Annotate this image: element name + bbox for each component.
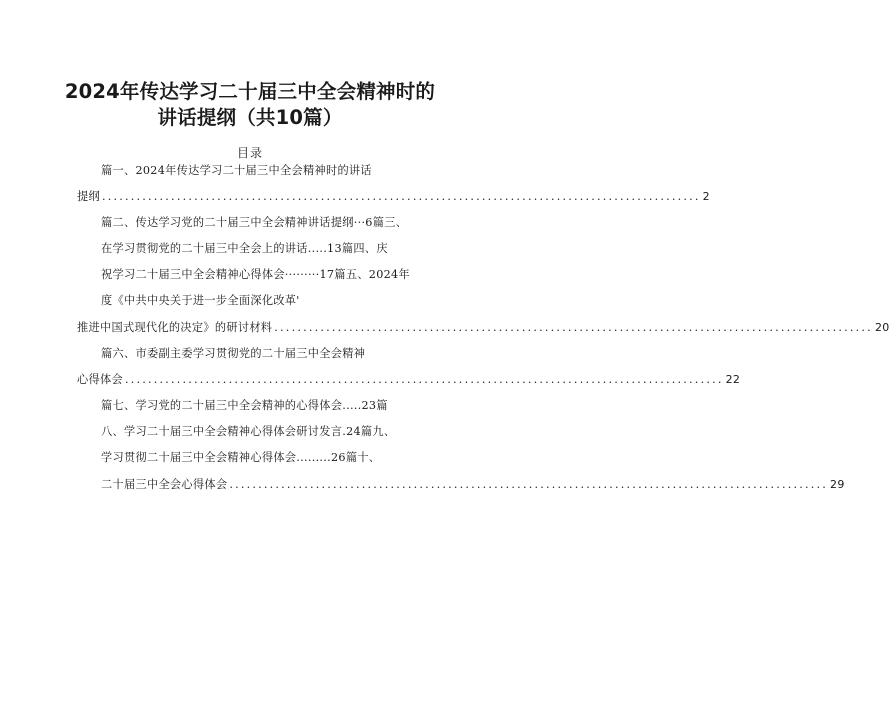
toc-heading: 目录	[236, 146, 263, 160]
toc-line	[101, 424, 395, 440]
toc-page-number: 20	[874, 321, 890, 334]
toc-line-text: 心得体会	[77, 373, 123, 386]
toc-entry[interactable]	[77, 372, 741, 388]
toc-line-text: 度《中共中央关于进一步全面深化改革'	[101, 294, 300, 307]
toc-entry[interactable]	[77, 189, 710, 205]
dot-leader: ........................................................................................................	[101, 190, 701, 203]
toc-line	[101, 398, 388, 414]
dot-leader: ........................................................................................................	[229, 478, 829, 491]
toc-line-text: 篇二、传达学习党的二十届三中全会精神讲话提纲···6篇三、	[101, 216, 408, 229]
document-title-line-1: 2024年传达学习二十届三中全会精神时的	[64, 80, 436, 103]
toc-line-text: 篇一、2024年传达学习二十届三中全会精神时的讲话	[101, 164, 372, 177]
toc-page-number: 2	[702, 190, 710, 203]
toc-line	[101, 163, 372, 179]
toc-line	[101, 293, 300, 309]
toc-line-text: 篇七、学习党的二十届三中全会精神的心得体会.....23篇	[101, 399, 388, 412]
dot-leader: ........................................................................................................	[124, 373, 724, 386]
toc-line-text: 八、学习二十届三中全会精神心得体会研讨发言.24篇九、	[101, 425, 396, 438]
toc-line-text: 祝学习二十届三中全会精神心得体会·········17篇五、2024年	[101, 268, 410, 281]
toc-line	[101, 241, 388, 257]
dot-leader: ........................................................................................................	[274, 321, 873, 334]
toc-line	[101, 267, 410, 283]
toc-line-text: 提纲	[77, 190, 100, 203]
toc-line	[101, 215, 407, 231]
toc-line-text: 推进中国式现代化的决定》的研讨材料	[77, 321, 273, 334]
document-title-line-2: 讲话提纲（共10篇）	[157, 106, 343, 129]
toc-line-text: 学习贯彻二十届三中全会精神心得体会.........26篇十、	[101, 451, 381, 464]
toc-entry[interactable]	[101, 477, 845, 493]
toc-line-text: 在学习贯彻党的二十届三中全会上的讲话.....13篇四、庆	[101, 242, 388, 255]
toc-page-number: 29	[830, 478, 845, 491]
toc-line	[101, 346, 365, 362]
toc-line-text: 二十届三中全会心得体会	[101, 478, 228, 491]
toc-entry[interactable]	[77, 320, 890, 336]
toc-line-text: 篇六、市委副主委学习贯彻党的二十届三中全会精神	[101, 347, 366, 360]
toc-page-number: 22	[725, 373, 741, 386]
toc-line	[101, 450, 380, 466]
